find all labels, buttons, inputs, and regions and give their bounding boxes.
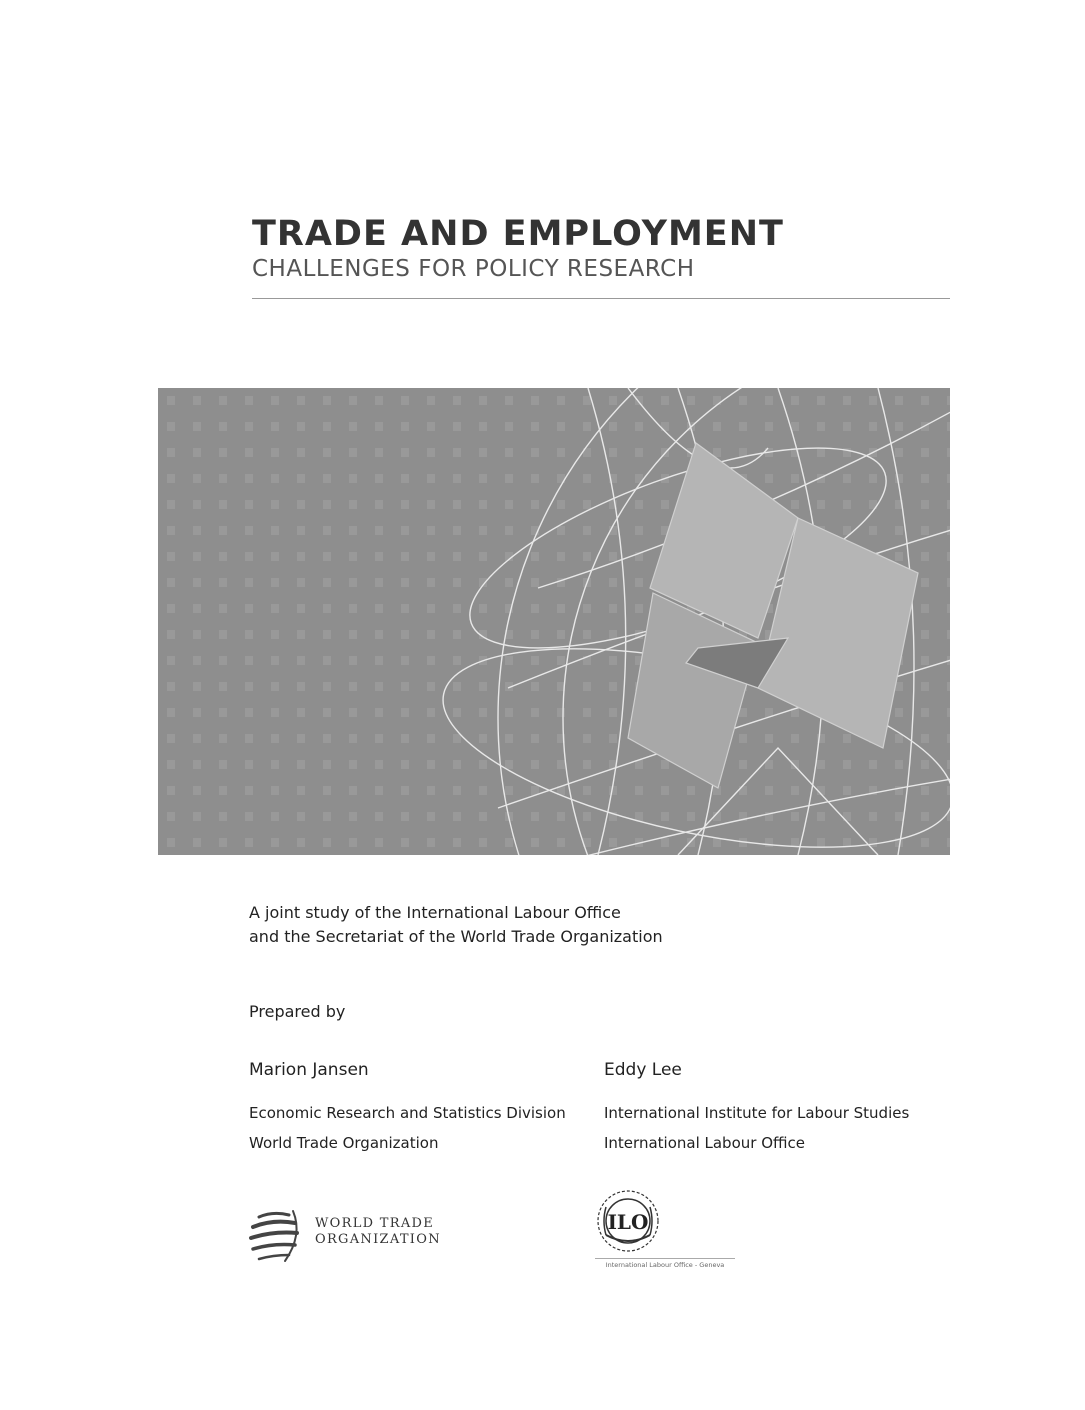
ilo-logo: [590, 1185, 740, 1275]
title-rule: [252, 298, 950, 299]
joint-study-line-2: and the Secretariat of the World Trade Organization: [249, 927, 663, 946]
author-name-2: Eddy Lee: [604, 1060, 682, 1080]
ilo-emblem-icon: [590, 1185, 740, 1257]
wto-logo: [245, 1205, 445, 1265]
author-affiliation-2: [604, 1098, 909, 1158]
prepared-by-label: Prepared by: [249, 1002, 346, 1021]
subtitle: CHALLENGES FOR POLICY RESEARCH: [252, 256, 695, 282]
wto-wordmark: [315, 1216, 441, 1248]
joint-study-statement: [249, 901, 663, 949]
wto-wordmark-line-1: WORLD TRADE: [315, 1216, 435, 1231]
joint-study-line-1: A joint study of the International Labour Office: [249, 903, 621, 922]
author-name-1: Marion Jansen: [249, 1060, 369, 1080]
ilo-caption: International Labour Office - Geneva: [595, 1258, 735, 1269]
wto-wordmark-line-2: ORGANIZATION: [315, 1232, 441, 1247]
cover-illustration: [158, 388, 950, 855]
author-affiliation-1: [249, 1098, 566, 1158]
author-2-organization: International Labour Office: [604, 1134, 805, 1152]
main-title: TRADE AND EMPLOYMENT: [252, 214, 784, 254]
wto-logo-icon: [245, 1205, 309, 1265]
author-1-organization: World Trade Organization: [249, 1134, 439, 1152]
author-1-division: Economic Research and Statistics Division: [249, 1104, 566, 1122]
ilo-emblem-text: ILO: [607, 1210, 649, 1234]
title-block: [252, 214, 952, 284]
author-2-division: International Institute for Labour Studies: [604, 1104, 910, 1122]
